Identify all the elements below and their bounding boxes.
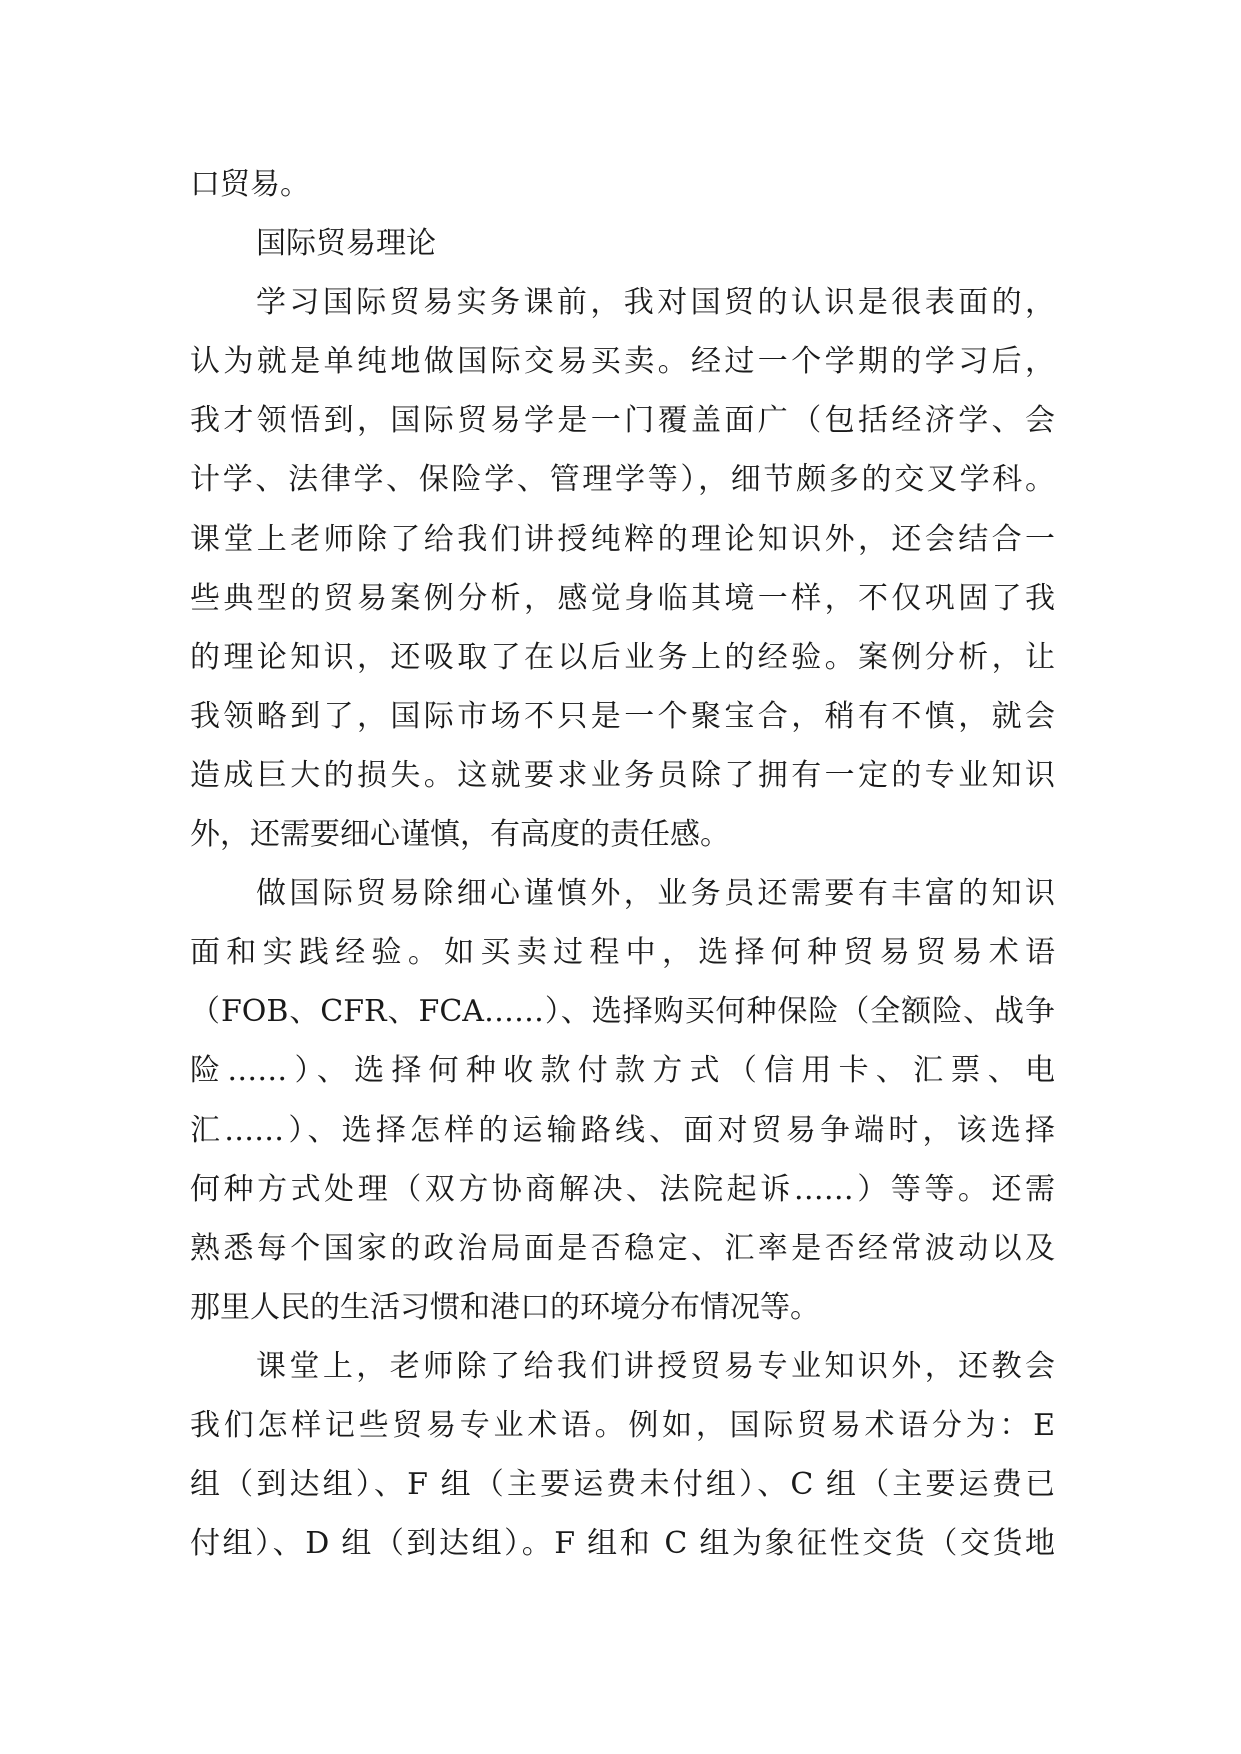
text-line: 面和实践经验。如买卖过程中，选择何种贸易贸易术语 xyxy=(190,935,1055,971)
text-line: 我才领悟到，国际贸易学是一门覆盖面广（包括经济学、会 xyxy=(190,403,1055,439)
text-line: 课堂上，老师除了给我们讲授贸易专业知识外，还教会 xyxy=(256,1348,1055,1384)
text-line: 组（到达组）、F 组（主要运费未付组）、C 组（主要运费已 xyxy=(190,1467,1055,1503)
text-line: 口贸易。 xyxy=(190,167,310,202)
text-line: 何种方式处理（双方协商解决、法院起诉……）等等。还需 xyxy=(190,1171,1055,1207)
text-line: 熟悉每个国家的政治局面是否稳定、汇率是否经常波动以及 xyxy=(190,1230,1055,1266)
text-line: 计学、法律学、保险学、管理学等），细节颇多的交叉学科。 xyxy=(190,462,1055,498)
text-line: （FOB、CFR、FCA……）、选择购买何种保险（全额险、战争 xyxy=(190,994,1055,1030)
text-line: 外，还需要细心谨慎，有高度的责任感。 xyxy=(190,817,730,853)
text-line: 些典型的贸易案例分析，感觉身临其境一样，不仅巩固了我 xyxy=(190,580,1055,616)
text-line: 课堂上老师除了给我们讲授纯粹的理论知识外，还会结合一 xyxy=(190,521,1055,557)
text-line: 造成巨大的损失。这就要求业务员除了拥有一定的专业知识 xyxy=(190,757,1055,793)
text-line: 那里人民的生活习惯和港口的环境分布情况等。 xyxy=(190,1289,820,1325)
text-line: 的理论知识，还吸取了在以后业务上的经验。案例分析，让 xyxy=(190,639,1055,675)
document-body xyxy=(190,155,1055,1573)
text-line: 国际贸易理论 xyxy=(256,226,436,262)
text-line: 付组）、D 组（到达组）。F 组和 C 组为象征性交货（交货地 xyxy=(190,1526,1055,1562)
text-line: 险……）、选择何种收款付款方式（信用卡、汇票、电 xyxy=(190,1053,1055,1089)
text-line: 汇……）、选择怎样的运输路线、面对贸易争端时，该选择 xyxy=(190,1112,1055,1148)
text-line: 我们怎样记些贸易专业术语。例如，国际贸易术语分为：E xyxy=(190,1407,1055,1443)
text-line: 认为就是单纯地做国际交易买卖。经过一个学期的学习后， xyxy=(190,344,1055,380)
text-line: 做国际贸易除细心谨慎外，业务员还需要有丰富的知识 xyxy=(256,876,1055,912)
text-line: 学习国际贸易实务课前，我对国贸的认识是很表面的， xyxy=(256,285,1055,321)
text-line: 我领略到了，国际市场不只是一个聚宝合，稍有不慎，就会 xyxy=(190,698,1055,734)
